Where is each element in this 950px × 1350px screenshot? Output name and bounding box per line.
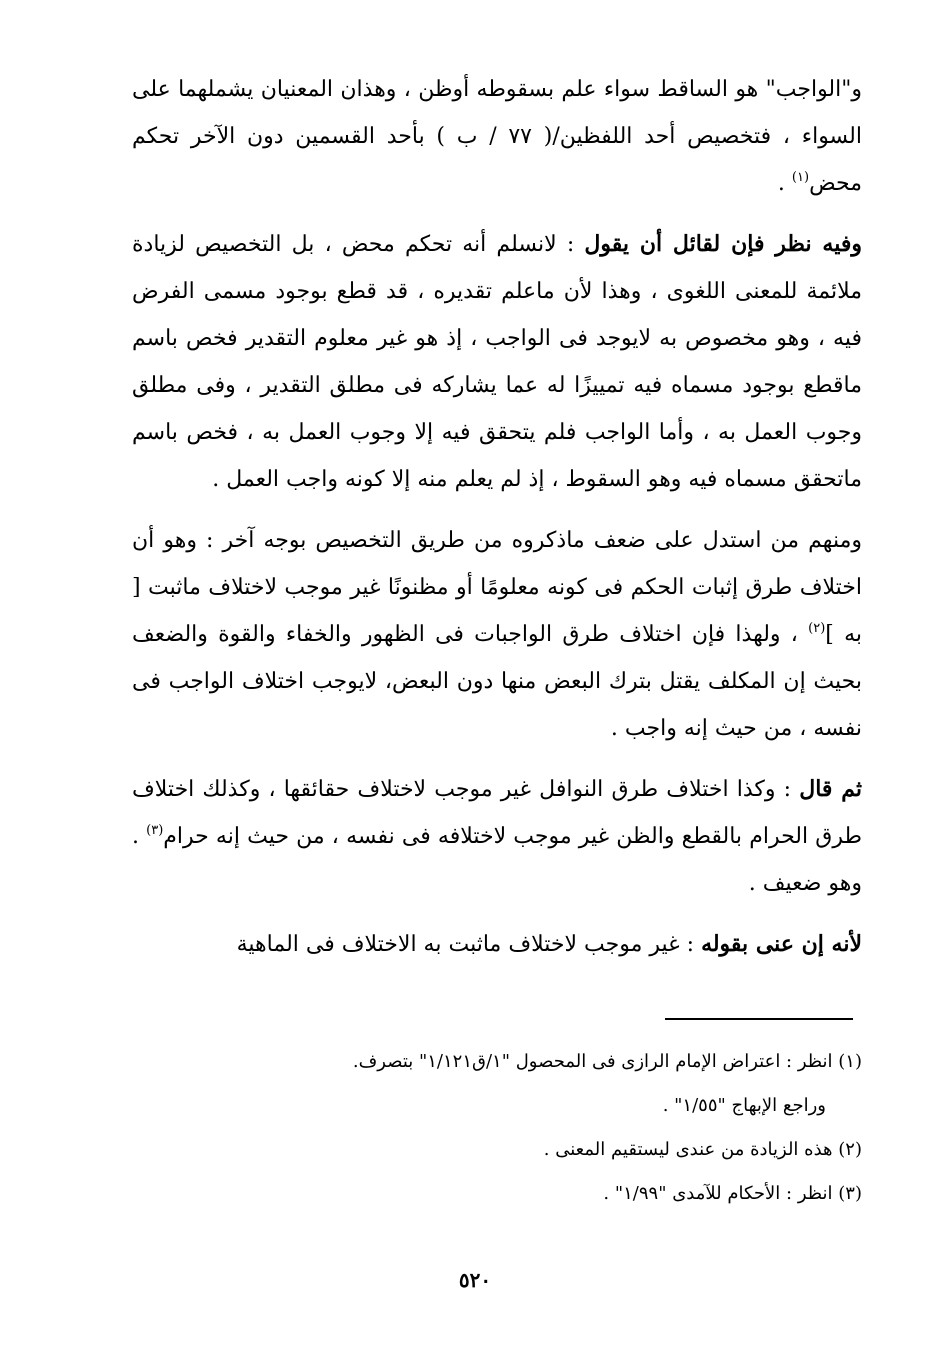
paragraph-3-tail: ، ولهذا فإن اختلاف طرق الواجبات فى الظهور والخفاء والقوة والضعف بحيث إن المكلف يقتل بترك البعض منها دون البعض، لايوجب اختلاف الواجب فى نفسه ، من حيث إنه واجب . [132, 622, 862, 741]
paragraph-5 [132, 921, 862, 968]
footnote-2 [132, 1128, 862, 1172]
footnote-1-number: (١) [838, 1051, 862, 1072]
paragraph-5-text: : غير موجب لاختلاف ماثبت به الاختلاف فى الماهية [236, 932, 702, 957]
paragraph-4 [132, 766, 862, 907]
paragraph-4-text: : وكذا اختلاف طرق النوافل غير موجب لاختلاف حقائقها ، وكذلك اختلاف طرق الحرام بالقطع والظن غير موجب لاختلافه فى نفسه ، من حيث إنه حرام [132, 777, 862, 849]
paragraph-5-lead: لأنه إن عنى بقوله [701, 931, 862, 957]
footnote-separator [665, 1018, 853, 1020]
footnotes [132, 1040, 862, 1216]
footnote-1b-text: وراجع الإبهاج "١/٥٥" . [662, 1095, 826, 1116]
paragraph-4-tail: . وهو ضعيف . [132, 824, 862, 896]
footnote-3 [132, 1172, 862, 1216]
paragraph-1 [132, 66, 862, 207]
footnote-ref-3: (٣) [146, 823, 164, 838]
paragraph-3-text: ومنهم من استدل على ضعف ماذكروه من طريق التخصيص بوجه آخر : وهو أن اختلاف طرق إثبات الحكم فى كونه معلومًا أو مظنونًا غير موجب لاختلاف ماثبت [ به ] [132, 528, 862, 647]
footnote-1-text: انظر : اعتراض الإمام الرازى فى المحصول "١/ق١/١٢١" بتصرف. [352, 1051, 833, 1072]
paragraph-4-lead: ثم قال [799, 776, 862, 802]
footnote-1 [132, 1040, 862, 1084]
footnote-3-number: (٣) [838, 1183, 862, 1204]
main-text [132, 66, 862, 968]
footnote-2-number: (٢) [838, 1139, 862, 1160]
footnote-ref-1: (١) [791, 170, 810, 185]
footnote-1-continued [132, 1084, 862, 1128]
paragraph-2 [132, 221, 862, 503]
footnote-3-text: انظر : الأحكام للآمدى "١/٩٩" . [603, 1183, 833, 1204]
paragraph-2-lead: وفيه نظر فإن لقائل أن يقول [584, 231, 863, 257]
paragraph-2-text: : لانسلم أنه تحكم محض ، بل التخصيص لزيادة ملائمة للمعنى اللغوى ، وهذا لأن ماعلم تقديره ، قد قطع بوجود مسمى الفرض فيه ، وهو مخصوص به لايوجد فى الواجب ، إذ هو غير معلوم التقدير فخص باسم ماقطع بوجود مسماه فيه تمييزًا له عما يشاركه فى مطلق التقدير ، وفى مطلق وجوب العمل به ، وأما الواجب فلم يتحقق فيه إلا وجوب العمل به ، فخص باسم ماتحقق مسماه فيه وهو السقوط ، إذ لم يعلم منه إلا كونه واجب العمل . [132, 232, 862, 492]
footnote-ref-2: (٢) [808, 621, 826, 636]
paragraph-1-tail: . [777, 171, 792, 196]
footnote-2-text: هذه الزيادة من عندى ليستقيم المعنى . [543, 1139, 833, 1160]
paragraph-1-text: و"الواجب" هو الساقط سواء علم بسقوطه أوظن ، وهذان المعنيان يشملهما على السواء ، فتخصيص أحد اللفظين/( ٧٧ / ب ) بأحد القسمين دون الآخر تحكم محض [132, 77, 862, 196]
paragraph-3 [132, 517, 862, 752]
page-number: ٥٢٠ [458, 1268, 492, 1292]
